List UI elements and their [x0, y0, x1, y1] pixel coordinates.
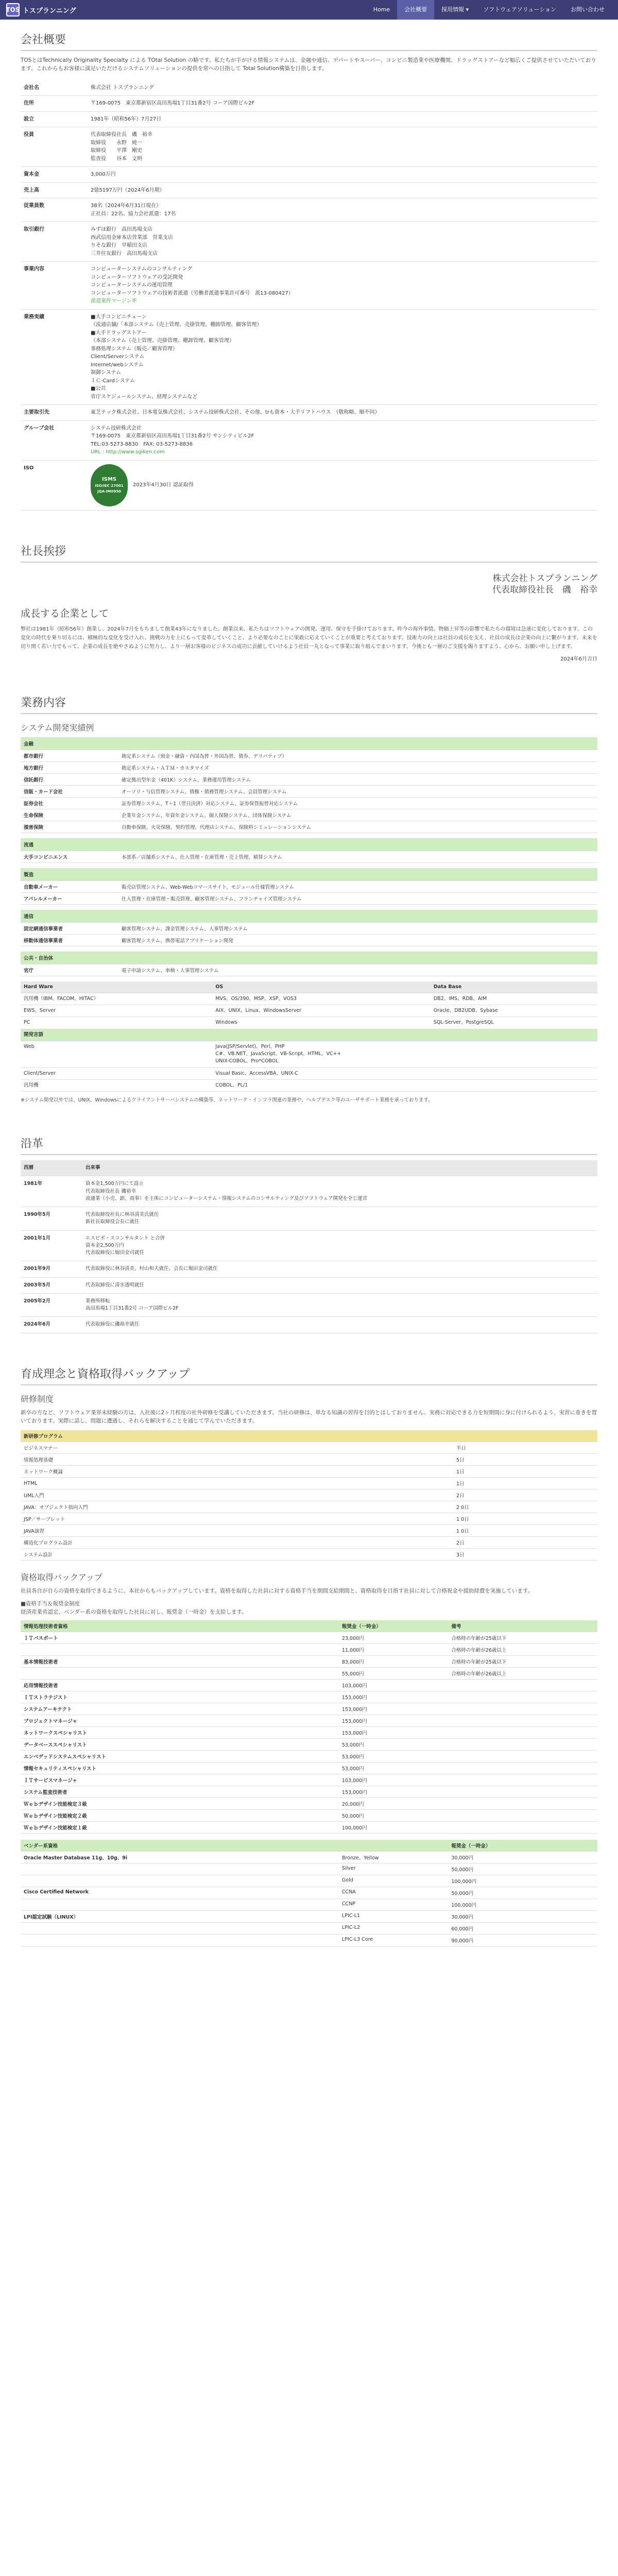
- profile-key: 役員: [21, 127, 88, 167]
- license-row: 11,000円 合格時の年齢が26歳以上: [21, 1644, 597, 1656]
- history-row: 2001年1月 エスビボ・スコンサルタント と合併 資本金2,500万円 代表取締役に堀田金司就任: [21, 1230, 597, 1261]
- license-row: データベーススペシャリスト 53,000円: [21, 1739, 597, 1751]
- profile-key: 主要取引先: [21, 405, 88, 421]
- nav-item-1[interactable]: 会社概要: [397, 0, 434, 20]
- business-row: アパレルメーカー 仕入管理・在庫管理・販売管理、顧客管理システム、フランチャイズ管理システム: [21, 892, 597, 904]
- training-title: 育成理念と資格取得バックアップ: [21, 1354, 597, 1385]
- training-row: ネットワーク概論 1日: [21, 1466, 597, 1478]
- history-row: 1990年5月 代表取締役社長に林谷清美氏就任 新社長取締役会長に就任: [21, 1207, 597, 1231]
- training-row: HTML 1日: [21, 1478, 597, 1489]
- profile-row: [21, 80, 597, 96]
- isms-certification-logo: ISMS ISO/IEC 27001 JQA-IM0950: [91, 464, 128, 506]
- profile-link[interactable]: URL : http://www.sgiken.com: [91, 449, 165, 455]
- training-subtitle: 研修制度: [21, 1394, 54, 1404]
- profile-key: 設立: [21, 111, 88, 127]
- system-row: 汎用機（IBM、FACOM、HITAC） MVS、OS/390、MSP、XSP、VOS3 DB2、IMS、RDB、AIM: [21, 993, 597, 1005]
- license-row: Silver 50,000円: [21, 1863, 597, 1875]
- license-row: エンベデッドシステムスペシャリスト 53,000円: [21, 1751, 597, 1762]
- license-row: プロジェクトマネージャ 153,000円: [21, 1715, 597, 1727]
- profile-value: 代表取締役社長 磯 裕幸 取締役 永野 純一 取締役 平澤 剛史 監査役 谷本 文明: [88, 127, 597, 167]
- profile-key: 業務実績: [21, 309, 88, 405]
- license-row: Ｗｅｂデザイン技能検定３級 20,000円: [21, 1798, 597, 1810]
- training-row: ビジネスマナー 半日: [21, 1442, 597, 1454]
- profile-key: 売上高: [21, 182, 88, 198]
- profile-row: [21, 405, 597, 421]
- history-row: 2005年2月 業務所移転 高田馬場1丁目31番2号 コーア国際ビル2F: [21, 1293, 597, 1317]
- logo-text: トスプランニング: [23, 7, 76, 15]
- history-row: 2003年5月 代表取締役に清水透明就任: [21, 1277, 597, 1293]
- profile-key: 事業内容: [21, 262, 88, 310]
- profile-row: [21, 262, 597, 310]
- logo-mark: TOS: [6, 3, 20, 16]
- profile-key: 資本金: [21, 167, 88, 183]
- iso-row: [21, 460, 597, 510]
- system-env-table: Hard Ware OS Data Base 汎用機（IBM、FACOM、HITAC） MVS、OS/390、MSP、XSP、VOS3 DB2、IMS、RDB、AIM EWS、Server AIX、UNIX、Linux、WindowsServer Oracle、DB2UDB、Sybase PC Windows SQL-Server、PostgreSQL 開発言語 Web Java(JSP/Servlet)、Perl、PHP C#、VB.NET、JavaScript、VB-Script、HTML、VC++ UNIX-COBOL、Pro*COBOL Client/Server Visual Basic、AccessVBA、UNIX-C 汎用機 COBOL、PL/1: [21, 981, 597, 1092]
- license-row: システムアーキテクト 153,000円: [21, 1703, 597, 1715]
- business-group-table: [21, 737, 597, 833]
- profile-link[interactable]: 派遣案件マージン率: [91, 298, 137, 304]
- dev-language-row: Web Java(JSP/Servlet)、Perl、PHP C#、VB.NET、JavaScript、VB-Script、HTML、VC++ UNIX-COBOL、Pro*COBOL: [21, 1041, 597, 1067]
- history-row: 1981年 資本金1,500万円にて設立 代表取締役社長 磯裕幸 流通業（小売、卸、商事）を主体にコンピューターシステム・情報システムのコンサルティング及びソフトウェア開発を全じ運営: [21, 1176, 597, 1207]
- business-row: 生命保険 企業年金システム、年資年金システム、個人保険システム、団体保険システム: [21, 809, 597, 821]
- signature: [21, 573, 597, 596]
- profile-value: 〒169-0075 東京都新宿区高田馬場1丁目31番2号 コーア国際ビル2F: [88, 96, 597, 112]
- nav-item-0[interactable]: Home: [373, 6, 390, 13]
- business-row: 信託銀行 確定拠出型年金（401K）システム、業務運用管理システム: [21, 773, 597, 785]
- system-row: PC Windows SQL-Server、PostgreSQL: [21, 1017, 597, 1029]
- company-profile-table: [21, 80, 597, 511]
- license-row: ＩＴサービスマネージャ 103,000円: [21, 1774, 597, 1786]
- business-row: 地方銀行 勘定系システム・ＡＴＭ・カスタマイズ: [21, 761, 597, 773]
- profile-row: [21, 96, 597, 112]
- training-row: システム設計 3日: [21, 1549, 597, 1561]
- license-row: LPI認定試験（LINUX） LPIC-L1 30,000円: [21, 1911, 597, 1923]
- message-body: 弊社は1981年（昭和56年）創業し、2024年7月をもちまして創業43年になりました。創業以来、私たちはソフトウェアの開発、運用、保守を手掛けております。昨今の海外事情、物価上昇等の影響で私たちの環境は急速に変化しております。この変化の時代を乗り切るには、積極的な変化を受け入れ、挑戦の力を上にもって変革していくこと、より必要なのことに果敢に応えていくことが重要と考えております。技術力の向上は社員の成長を支え、社員の成長は企業の向上に繋がります。未来を切り開く若い力でもって、企業の成長を絶やさぬように努力し、より一層お客様のビジネスの成功に貢献していけるよう社員一丸となって事業に取り組んでまいります。今後とも一層のご支援を賜りますよう、心から、お願い申し上げます。: [21, 626, 597, 650]
- license-row: 情報セキュリティスペシャリスト 53,000円: [21, 1762, 597, 1774]
- business-row: 損害保険 自動車保険、火災保険、契約管理、代理店システム、保険料シミュレーションシステム: [21, 821, 597, 833]
- business-group-table: [21, 838, 597, 863]
- business-tables: [21, 737, 597, 976]
- license-row: 応用情報技術者 103,000円: [21, 1680, 597, 1691]
- license-row: ネットワークスペシャリスト 153,000円: [21, 1727, 597, 1739]
- history-row: 2001年9月 代表取締役に林谷清美、村山和夫就任、会長に堀田金司就任: [21, 1261, 597, 1277]
- business-row: 固定網通信事業者 顧客管理システム、課金管理システム、人事管理システム: [21, 922, 597, 934]
- nav-item-2[interactable]: 採用情報 ▾: [441, 6, 469, 13]
- history-title: 沿革: [21, 1124, 597, 1155]
- history-table: 西暦 出来事 1981年 資本金1,500万円にて設立 代表取締役社長 磯裕幸 流通業（小売、卸、商事）を主体にコンピューターシステム・情報システムのコンサルティング及びソフトウェア開発を全じ運営 1990年5月 代表取締役社長に林谷清美氏就任 新社長取締役会長に就任 2001年1月 エスビボ・スコンサルタント と合併 資本金2,500万円 代表取締役に堀田金司就任 2001年9月 代表取締役に林谷清美、村山和夫就任、会長に堀田金司就任 2003年5月 代表取締役に清水透明就任 2005年2月 業務所移転 高田馬場1丁目31番2号 コーア国際ビル2F 2024年6月 代表取締役に磯裕幸就任: [21, 1160, 597, 1333]
- business-category: 通信: [21, 910, 597, 923]
- training-table: 新研修プログラム ビジネスマナー 半日 情報処理基礎 5日 ネットワーク概論 1日 HTML 1日 UML入門 2日 JAVA：オブジェクト指向入門 2 0日 JSP／サーブレット 1 0日 JAVA演習 1 0日 構造化プログラム設計 2日 システム設計 3日: [21, 1430, 597, 1561]
- training-row: JAVA：オブジェクト指向入門 2 0日: [21, 1501, 597, 1513]
- business-category: 公共・自治体: [21, 952, 597, 964]
- profile-row: [21, 222, 597, 262]
- license-row: Oracle Master Database 11g、10g、9i Bronze、Yellow 30,000円: [21, 1852, 597, 1863]
- business-subtitle: システム開発実績例: [21, 722, 94, 733]
- training-row: UML入門 2日: [21, 1489, 597, 1501]
- system-row: EWS、Server AIX、UNIX、Linux、WindowsServer Oracle、DB2UDB、Sybase: [21, 1005, 597, 1017]
- profile-value: 株式会社 トスプランニング: [88, 80, 597, 96]
- training-intro: 新卒の方など、ソフトウェア業界未経験の方は、入社後に2ヶ月程度の社外研修を受講していただきます。当社の研修は、単なる知識の習得を目的とはしておりません。実務に対応できる力を短期間に身に付けられるよう、実習に重きを置いております。実際に話し、問題に遭遇し、それらを解決することを通じて学んでいただきます。: [21, 1409, 597, 1424]
- profile-row: [21, 127, 597, 167]
- license-row: 55,000円 合格時の年齢が26歳以上: [21, 1668, 597, 1680]
- iso-label: ISO: [21, 460, 88, 510]
- top-navbar: [0, 0, 618, 20]
- profile-key: グループ会社: [21, 420, 88, 460]
- profile-value: ■大手コンビニチェーン （流通店舗/「本部システム（売上管理、売掛管理、棚卸管理、顧客管理） ■大手ドラッグストアー （本部システム（売上管理、売掛管理、棚卸管理、顧客管理） 事務処理システム（販売／顧客管理） Client/Serverシステム Internet/webシステム 制御システム ＩＣ-Cardシステム ■公共 省庁スケジュールシステム、経理システムなど: [88, 309, 597, 405]
- profile-key: 従業員数: [21, 198, 88, 222]
- message-title: 成長する企業として: [21, 607, 109, 619]
- main-nav: [366, 0, 612, 20]
- profile-value: 東芝テック株式会社、日本電気株式会社、システム技研株式会社、その他、trも資本・大手リフトハウス （敬称略、順不同）: [88, 405, 597, 421]
- profile-value: みずほ銀行 高田馬場支店 西武信用金庫本店営業部 営業支店 りそな銀行 早稲田支店 三井住友銀行 高田馬場支店: [88, 222, 597, 262]
- profile-value: 1981年（昭和56年）7月27日: [88, 111, 597, 127]
- profile-value: 3,000万円: [88, 167, 597, 183]
- greeting-title: 社長挨拶: [21, 531, 597, 563]
- license-row: システム監査技術者 153,000円: [21, 1786, 597, 1798]
- license-row: Ｗｅｂデザイン技能検定２級 50,000円: [21, 1810, 597, 1822]
- signature-person: 代表取締役社長 磯 裕幸: [492, 584, 597, 595]
- license-subhead: ■資格手当＆報奨金制度 経済産業省認定、ベンダー系の資格を取得した社員に対し、報奨金（一時金）を支給します。: [21, 1600, 247, 1615]
- profile-key: 住所: [21, 96, 88, 112]
- message-date: 2024年6月吉日: [560, 656, 597, 662]
- profile-row: [21, 182, 597, 198]
- site-logo[interactable]: [6, 3, 76, 16]
- history-row: 2024年6月 代表取締役に磯裕幸就任: [21, 1317, 597, 1333]
- business-category: 金融: [21, 737, 597, 750]
- training-row: JSP／サーブレット 1 0日: [21, 1513, 597, 1525]
- nav-item-4[interactable]: お問い合わせ: [571, 6, 605, 13]
- profile-value: 2億5197万円（2024年6月期）: [88, 182, 597, 198]
- license-intro: 社員各自が自らの資格を取得できるように、本社からもバックアップしています。資格を取得した社員に対する資格手当を期間支給期間と、資格取得を目指す社員に対して合格祝金や援助経費を実施しています。: [21, 1588, 534, 1595]
- profile-row: [21, 198, 597, 222]
- dev-language-row: 汎用機 COBOL、PL/1: [21, 1079, 597, 1091]
- training-row: JAVA演習 1 0日: [21, 1525, 597, 1537]
- profile-row: [21, 420, 597, 460]
- company-title: 会社概要: [21, 20, 597, 51]
- business-row: 大手コンビニエンス 本部系／店舗系システム、仕入管理・在庫管理・売上管理、精算システム: [21, 851, 597, 862]
- profile-row: [21, 111, 597, 127]
- training-row: 情報処理基礎 5日: [21, 1454, 597, 1466]
- profile-key: 会社名: [21, 80, 88, 96]
- business-group-table: [21, 952, 597, 976]
- license-row: 基本情報技術者 83,000円 合格時の年齢が25歳以下: [21, 1656, 597, 1668]
- license-row: Cisco Certified Network CCNA 50,000円: [21, 1887, 597, 1899]
- business-row: 信販・カード会社 オーソリ・与信管理システム、債権・債務管理システム、会員管理システム: [21, 785, 597, 797]
- license-row: Ｗｅｂデザイン技能検定１級 100,000円: [21, 1822, 597, 1834]
- dev-language-category: 開発言語: [21, 1029, 597, 1041]
- profile-value: コンピューターシステムのコンサルティング コンピューターソフトウェアの受託開発 コンピューターシステムの運用管理 コンピューターソフトウェアの技術者派遣（労働者派遣事業許可番号 派13-080427） 派遣案件マージン率: [88, 262, 597, 310]
- license-row: Gold 100,000円: [21, 1875, 597, 1887]
- business-category: 製造: [21, 868, 597, 881]
- business-row: 都市銀行 勘定系システム（預金・融資・内国為替・外国為替、債券、デリバティブ）: [21, 750, 597, 761]
- nav-item-3[interactable]: ソフトウェアソリューション: [483, 6, 556, 13]
- iso-date: 2023年4月30日 認証取得: [133, 482, 194, 488]
- training-row: 構造化プログラム設計 2日: [21, 1537, 597, 1549]
- license-row: LPIC-L3 Core 90,000円: [21, 1935, 597, 1946]
- business-title: 業務内容: [21, 683, 597, 714]
- license-table: 情報処理技術者資格 報奨金（一時金） 備考 ＩＴパスポート 23,000円 合格時の年齢が25歳以下 11,000円 合格時の年齢が26歳以上 基本情報技術者 83,000円 合格時の年齢が25歳以下 55,000円 合格時の年齢が26歳以上 応用情報技術者 103,000円 ＩＴストラテジスト 153,000円 システムアーキテクト 153,000円 プロジェクトマネージャ 153,000円 ネットワークスペシャリスト 153,000円 データベーススペシャリスト 53,000円 エンベデッドシステムスペシャリスト 53,000円 情報セキュリティスペシャリスト 53,000円 ＩＴサービスマネージャ 103,000円 システム監査技術者 153,000円 Ｗｅｂデザイン技能検定３級 20,000円 Ｗｅｂデザイン技能検定２級 50,000円 Ｗｅｂデザイン技能検定１級 100,000円: [21, 1620, 597, 1834]
- business-category: 流通: [21, 838, 597, 851]
- license-row: ＩＴストラテジスト 153,000円: [21, 1691, 597, 1703]
- license-row: CCNP 100,000円: [21, 1899, 597, 1911]
- profile-row: [21, 167, 597, 183]
- profile-value: 38名（2024年6月31日現在） 正社員：22名、協力会社派遣：17名: [88, 198, 597, 222]
- license-row: ＩＴパスポート 23,000円 合格時の年齢が25歳以下: [21, 1632, 597, 1644]
- dev-language-row: Client/Server Visual Basic、AccessVBA、UNIX-C: [21, 1067, 597, 1079]
- business-row: 官庁 電子申請システム、車検・人事管理システム: [21, 964, 597, 976]
- company-intro: TOSとはTechnically Originality Specialty による TOtal Solution の略です。私たちが手がける情報システムは、金融や通信、デパートやスーパー、コンビニ製造業や医療機関、ドラッグストアーなど幅広くご提供させていただいております。これからもお客様に満足いただけるシステムソリューションの提供を常への目指して Total Solution構築を目指します。: [21, 57, 596, 72]
- profile-key: 取引銀行: [21, 222, 88, 262]
- business-group-table: [21, 868, 597, 905]
- profile-value: システム技研株式会社 〒169-0075 東京都新宿区高田馬場1丁目31番2号 サンシティビル2F TEL:03-5273-8830 FAX: 03-5273-8836 URL : http://www.sgiken.com: [88, 420, 597, 460]
- business-row: 自動車メーカー 販売店管理システム、Web-Webコマースサイト、モジュール仕様管理システム: [21, 880, 597, 892]
- signature-company: 株式会社トスプランニング: [492, 573, 597, 584]
- business-group-table: [21, 910, 597, 946]
- vendor-license-table: ベンダー系資格 報奨金（一時金） Oracle Master Database 11g、10g、9i Bronze、Yellow 30,000円 Silver 50,000円 Gold 100,000円 Cisco Certified Network CCNA 50,000円 CCNP 100,000円 LPI認定試験（LINUX） LPIC-L1 30,000円 LPIC-L2 60,000円 LPIC-L3 Core 90,000円: [21, 1840, 597, 1946]
- license-title: 資格取得バックアップ: [21, 1572, 102, 1583]
- business-note: ※システム開発以外では、UNIX、Windowsによるクライアントサーバシステムの構築等、ネットワーク・インフラ関連の業務や、ヘルプデスク等のユーザサポート業務を承っております。: [21, 1097, 433, 1104]
- business-row: 証券会社 証券管理システム、T＋1（翌日決済）対応システム、証券保管振替対応システム: [21, 797, 597, 809]
- business-row: 移動体通信事業者 顧客管理システム、携帯電話アプリケーション開発: [21, 934, 597, 946]
- profile-row: [21, 309, 597, 405]
- license-row: LPIC-L2 60,000円: [21, 1923, 597, 1935]
